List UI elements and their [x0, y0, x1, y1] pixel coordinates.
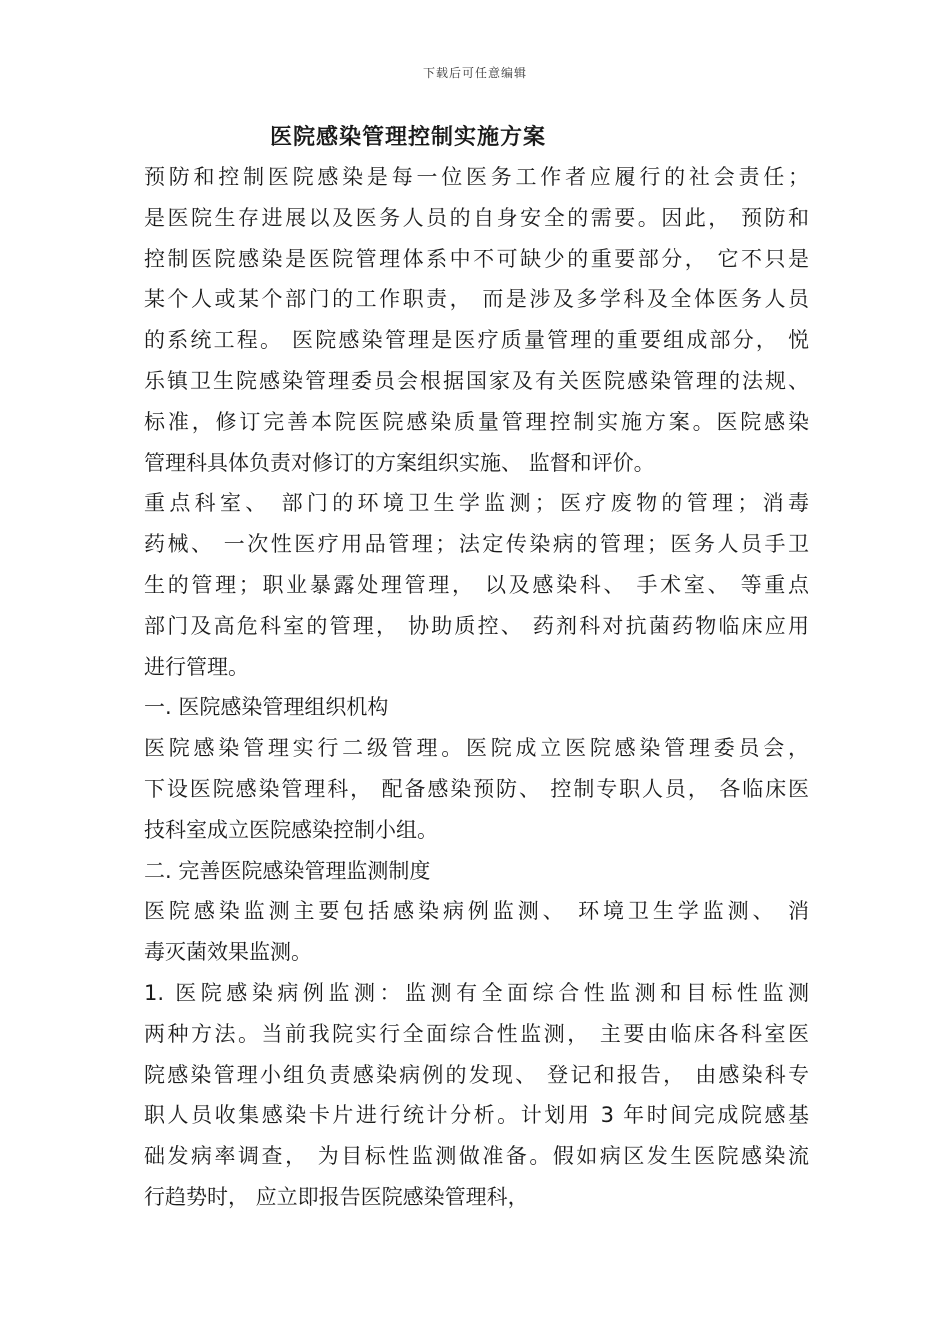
page-header-note: 下载后可任意编辑: [422, 66, 527, 80]
body-text-line: 标准，修订完善本院医院感染质量管理控制实施方案。医院感染: [144, 409, 809, 434]
body-text-line: 部门及高危科室的管理， 协助质控、 药剂科对抗菌药物临床应用: [144, 613, 809, 638]
body-text-line: 1. 医院感染病例监测：监测有全面综合性监测和目标性监测: [144, 980, 809, 1005]
body-text-line: 重点科室、 部门的环境卫生学监测；医疗废物的管理；消毒: [144, 491, 809, 516]
body-text-line: 医院感染监测主要包括感染病例监测、 环境卫生学监测、 消: [144, 899, 809, 924]
body-text-line: 是医院生存进展以及医务人员的自身安全的需要。因此， 预防和: [144, 205, 809, 230]
body-text-line: 技科室成立医院感染控制小组。: [144, 817, 438, 842]
document-title: 医院感染管理控制实施方案: [270, 125, 547, 150]
body-text-line: 某个人或某个部门的工作职责， 而是涉及多学科及全体医务人员: [144, 287, 809, 312]
body-text-line: 生的管理；职业暴露处理管理， 以及感染科、 手术室、 等重点: [144, 572, 809, 597]
body-text-line: 一. 医院感染管理组织机构: [144, 695, 389, 720]
body-text-line: 院感染管理小组负责感染病例的发现、 登记和报告， 由感染科专: [144, 1062, 809, 1087]
body-text-line: 础发病率调查， 为目标性监测做准备。假如病区发生医院感染流: [144, 1144, 809, 1169]
body-text-line: 二. 完善医院感染管理监测制度: [144, 858, 431, 883]
body-text-line: 管理科具体负责对修订的方案组织实施、 监督和评价。: [144, 450, 655, 475]
body-text-line: 预防和控制医院感染是每一位医务工作者应履行的社会责任；: [144, 165, 809, 189]
body-text-line: 医院感染管理实行二级管理。医院成立医院感染管理委员会，: [144, 736, 809, 761]
body-text-line: 职人员收集感染卡片进行统计分析。计划用 3 年时间完成院感基: [144, 1103, 809, 1128]
body-text-line: 行趋势时， 应立即报告医院感染管理科，: [144, 1184, 529, 1209]
body-text-line: 药械、 一次性医疗用品管理；法定传染病的管理；医务人员手卫: [144, 532, 809, 557]
body-text-line: 控制医院感染是医院管理体系中不可缺少的重要部分， 它不只是: [144, 246, 809, 271]
body-text-line: 两种方法。当前我院实行全面综合性监测， 主要由临床各科室医: [144, 1021, 809, 1046]
body-text-line: 下设医院感染管理科， 配备感染预防、 控制专职人员， 各临床医: [144, 776, 809, 801]
body-text-line: 乐镇卫生院感染管理委员会根据国家及有关医院感染管理的法规、: [144, 368, 809, 393]
body-text-line: 毒灭菌效果监测。: [144, 940, 312, 965]
body-text-line: 进行管理。: [144, 654, 249, 679]
body-text-line: 的系统工程。 医院感染管理是医疗质量管理的重要组成部分， 悦: [144, 328, 809, 353]
document-body: [144, 157, 809, 1218]
